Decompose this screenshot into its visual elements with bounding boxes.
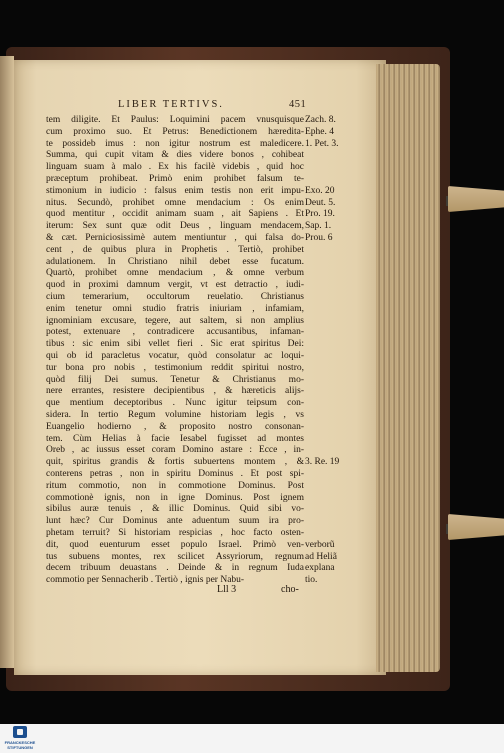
logo-text-line-2: STIFTUNGEN bbox=[7, 745, 33, 750]
text-line: te possideb imus : non igitur nostrum est maledicere. bbox=[46, 138, 304, 149]
text-line: ritum commotio, non in commotione Dominus. Post bbox=[46, 480, 304, 491]
logo-mark-icon bbox=[13, 726, 27, 738]
margin-note: Ephe. 4 bbox=[305, 126, 335, 137]
text-line: Euangelio hodierno , & proposito nostro consonan- bbox=[46, 421, 304, 432]
text-line: enim tenetur omni studio fratris iniuriam , infamiam, bbox=[46, 303, 304, 314]
text-line: decem tribuum deuastans . Deinde & in regnum Iuda bbox=[46, 563, 304, 574]
text-line: Quartò, prohibet omne mendacium , & omne verbum bbox=[46, 268, 304, 279]
text-line: sibilus auræ tenuis , & illic Dominus. Quid sibi vo- bbox=[46, 504, 304, 515]
text-line: cent , de quibus plura in Prophetis . Tertiò, prohibet bbox=[46, 244, 304, 255]
text-line: commotio per Sennacherib . Tertiò , ignis per Nabu- bbox=[46, 575, 245, 586]
margin-note: explana bbox=[305, 563, 335, 574]
institution-logo[interactable] bbox=[4, 726, 36, 751]
text-line: Summa, qui cupit vitam & dies videre bonos , cohibeat bbox=[46, 150, 304, 161]
margin-note: Pro. 19. bbox=[305, 209, 335, 220]
catchword: cho- bbox=[281, 584, 299, 595]
viewer-footer-bar bbox=[0, 724, 504, 753]
text-line: tur bona pro nobis , testimonium reddit spiritui nostro, bbox=[46, 362, 304, 373]
text-line: lunt hæc? Cur Dominus ante aduentum suum ira pro- bbox=[46, 516, 304, 527]
text-line: cium temerarium, occultorum reuelatio. Christianus bbox=[46, 292, 304, 302]
signature-mark: Lll 3 bbox=[217, 584, 237, 595]
text-line: & cæt. Perniciosissimè autem mentiuntur , qui falsa do- bbox=[46, 233, 304, 243]
text-line: que mentium deceptoribus . Nunc igitur teipsum con- bbox=[46, 398, 304, 409]
clasp-top bbox=[448, 186, 504, 212]
text-line: linguam suam à malo . Ex his facilè videbis , quid hoc bbox=[46, 162, 304, 173]
margin-note: Zach. 8. bbox=[305, 115, 336, 125]
running-head-title: LIBER TERTIVS. bbox=[118, 99, 224, 110]
margin-note: verborũ bbox=[305, 539, 335, 550]
text-line: commotionè ignis, non in igne Dominus. Post ignem bbox=[46, 492, 304, 503]
margin-note: ad Heliã bbox=[305, 551, 337, 562]
text-line: nere errantes, resistere decipientibus , & hæreticis alijs- bbox=[46, 386, 304, 397]
margin-note: 3. Re. 19 bbox=[305, 457, 340, 468]
text-line: Oreb , ac iussus esset coram Domino astare : Ecce , in- bbox=[46, 445, 304, 456]
text-line: potest, extenuare , contradicere accusantibus, infaman- bbox=[46, 327, 304, 338]
margin-note: tio. bbox=[305, 575, 318, 586]
facing-page-edge bbox=[0, 56, 14, 668]
margin-note: Prou. 6 bbox=[305, 233, 333, 243]
text-line: cum proximo suo. Et Petrus: Benedictionem hæredita- bbox=[46, 126, 304, 137]
logo-text-line-1: FRANCKESCHE bbox=[4, 740, 36, 745]
text-line: tibus : sic enim sibi vellet fieri . Sic erat spiritus Dei: bbox=[46, 339, 304, 350]
text-line: adulationem. In Christiano nihil debet esse fucatum. bbox=[46, 256, 304, 267]
text-line: præceptum prohibeat. Primò enim prohibet falsum te- bbox=[46, 174, 304, 184]
text-line: ignominiam excusare, tegere, aut saltem, si non amplius bbox=[46, 315, 304, 326]
margin-note: 1. Pet. 3. bbox=[305, 138, 339, 149]
margin-note: Deut. 5. bbox=[305, 197, 336, 208]
page-block-edge bbox=[376, 64, 440, 672]
text-line: quod mentitur , occidit animam suam , ait Sapiens . Et bbox=[46, 209, 304, 220]
text-line: tus subuens montes, rex scilicet Assyriorum, regnum bbox=[46, 551, 304, 562]
text-line: qui ob id paracletus vocatur, quòd consolatur ac loqui- bbox=[46, 351, 304, 361]
text-line: tem diligite. Et Paulus: Loquimini pacem vnusquisque bbox=[46, 115, 304, 125]
running-head bbox=[0, 99, 400, 113]
text-line: conterens petras , non in spiritu Dominus . Et post spi- bbox=[46, 469, 304, 479]
margin-note: Exo. 20 bbox=[305, 185, 335, 196]
text-line: iterum: Sex sunt quæ odit Deus , linguam mendacem, bbox=[46, 221, 304, 232]
text-line: phetam terruit? Si historiam respicias , hoc facto osten- bbox=[46, 528, 304, 538]
text-line: sidera. In tertio Regum volumine historiam legis , vs bbox=[46, 410, 304, 420]
text-line: dit, quod euenturum esset populo Israel. Primò ven- bbox=[46, 539, 304, 550]
clasp-bottom bbox=[448, 514, 504, 540]
text-line: quit, spiritus grandis & fortis subuertens montem , & bbox=[46, 457, 304, 468]
page-number: 451 bbox=[289, 99, 307, 110]
text-line: stimonium in iudicio : falsus enim testis non erit impu- bbox=[46, 185, 304, 196]
text-line: quòd filij Dei sumus. Tenetur & Christianus mo- bbox=[46, 374, 304, 385]
text-line: nitus. Secundò, prohibet omne mendacium : Os enim bbox=[46, 197, 304, 208]
margin-note: Sap. 1. bbox=[305, 221, 332, 232]
text-line: quod in proximi damnum vergit, vt est detractio , iudi- bbox=[46, 280, 304, 291]
text-line: tem. Cùm Helias à facie Iesabel fugisset ad montes bbox=[46, 433, 304, 444]
